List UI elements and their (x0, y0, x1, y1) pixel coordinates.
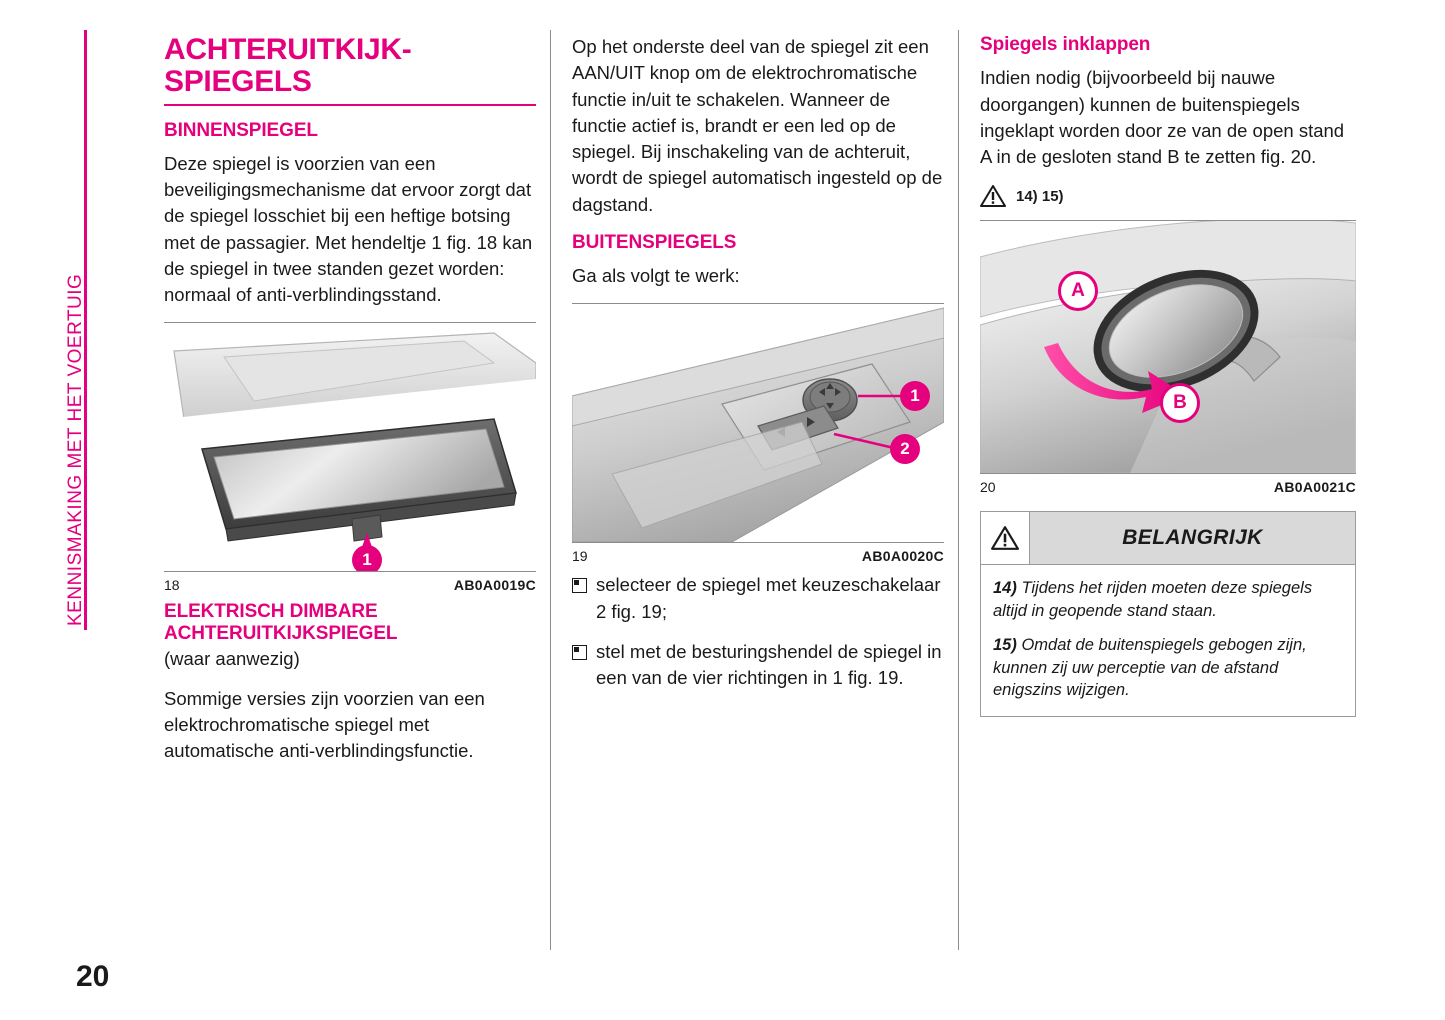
figure-18-image (164, 322, 536, 572)
paragraph-binnenspiegel: Deze spiegel is voorzien van een beveiligingsmechanisme dat ervoor zorgt dat de spiegel losschiet bij een heftige botsing met de passagier. Met hendeltje 1 fig. 18 kan de spiegel in twee standen gezet worden: normaal of anti-verblindingsstand. (164, 152, 533, 306)
column-3 (980, 34, 1356, 717)
section-heading-spiegels-inklappen: Spiegels inklappen (980, 34, 1151, 55)
warning-refs: 14) 15) (1016, 187, 1064, 205)
important-box-header (980, 511, 1356, 564)
section-heading-buitenspiegels: BUITENSPIEGELS (572, 231, 737, 253)
warning-reference-row (980, 184, 1356, 208)
note-14-ref: 14) (993, 579, 1017, 598)
page-title: ACHTERUITKIJK-SPIEGELS (164, 33, 412, 98)
column-divider-1 (550, 30, 551, 950)
warning-triangle-icon (980, 184, 1006, 208)
figure-19 (572, 303, 944, 564)
figure-20-caption (980, 474, 1356, 495)
figure-18 (164, 322, 536, 593)
warning-triangle-icon-wrap (981, 512, 1030, 564)
figure-19-caption (572, 543, 944, 564)
figure-20-code: AB0A0021C (1273, 479, 1356, 496)
figure-18-number: 18 (164, 577, 180, 594)
figure-19-code: AB0A0020C (861, 548, 944, 565)
column-2 (572, 34, 944, 705)
note-14-text: Tijdens het rijden moeten deze spiegels altijd in geopende stand staan. (993, 579, 1313, 620)
figure-20-number: 20 (980, 479, 996, 496)
figure-20-callout-b: B (1160, 383, 1200, 423)
exterior-mirror-folding-illustration (980, 221, 1356, 473)
availability-note: (waar aanwezig) (164, 647, 300, 669)
paragraph-ga-als-volgt: Ga als volgt te werk: (572, 265, 740, 287)
mirror-control-switch-illustration (572, 304, 944, 542)
paragraph-aanuit-knop: Op het onderste deel van de spiegel zit een AAN/UIT knop om de elektrochromatische functie in/uit te schakelen. Wanneer de functie actief is, brandt er een led op de spiegel. Bij inschakeling van de achteruit, wordt de spiegel automatisch ingesteld op de dagstand. (572, 36, 943, 215)
bullet-square-icon (572, 578, 587, 593)
section-heading-elektrisch-dimbare: ELEKTRISCH DIMBARE ACHTERUITKIJKSPIEGEL (164, 601, 398, 644)
figure-19-number: 19 (572, 548, 588, 565)
chapter-tab (65, 30, 121, 630)
figure-19-callout-1: 1 (900, 381, 930, 411)
chapter-tab-label: KENNISMAKING MET HET VOERTUIG (65, 273, 86, 626)
bullet-text-2: stel met de besturingshendel de spiegel in een van de vier richtingen in 1 fig. 19. (596, 640, 942, 689)
important-box-title: BELANGRIJK (1122, 526, 1263, 550)
rearview-mirror-illustration (164, 323, 536, 571)
title-rule (164, 104, 536, 106)
list-item (572, 639, 944, 692)
page-number: 20 (76, 960, 110, 993)
note-15-text: Omdat de buitenspiegels gebogen zijn, kunnen zij uw perceptie van de afstand enigszins wijzigen. (993, 636, 1307, 700)
figure-20-image (980, 220, 1356, 474)
note-15-ref: 15) (993, 636, 1017, 655)
note-15 (993, 634, 1343, 701)
bullet-text-1: selecteer de spiegel met keuzeschakelaar 2 fig. 19; (596, 574, 941, 622)
figure-20-callout-a: A (1058, 271, 1098, 311)
column-1 (164, 34, 536, 779)
section-heading-binnenspiegel: BINNENSPIEGEL (164, 119, 318, 141)
list-item (572, 572, 944, 625)
figure-20 (980, 220, 1356, 495)
bullet-square-icon (572, 645, 587, 660)
column-divider-2 (958, 30, 959, 950)
note-14 (993, 577, 1343, 622)
paragraph-inklappen: Indien nodig (bijvoorbeeld bij nauwe doorgangen) kunnen de buitenspiegels ingeklapt worden door ze van de open stand A in de gesloten stand B te zetten fig. 20. (980, 67, 1345, 168)
figure-18-callout-1: 1 (352, 545, 382, 572)
figure-19-image (572, 303, 944, 543)
important-box (980, 511, 1356, 716)
important-box-body (980, 564, 1356, 716)
warning-triangle-icon (991, 525, 1019, 551)
paragraph-elektrochromatisch: Sommige versies zijn voorzien van een elektrochromatische spiegel met automatische anti-verblindingsfunctie. (164, 687, 485, 762)
figure-19-callout-2: 2 (890, 434, 920, 464)
figure-18-code: AB0A0019C (453, 577, 536, 594)
figure-18-caption (164, 572, 536, 593)
